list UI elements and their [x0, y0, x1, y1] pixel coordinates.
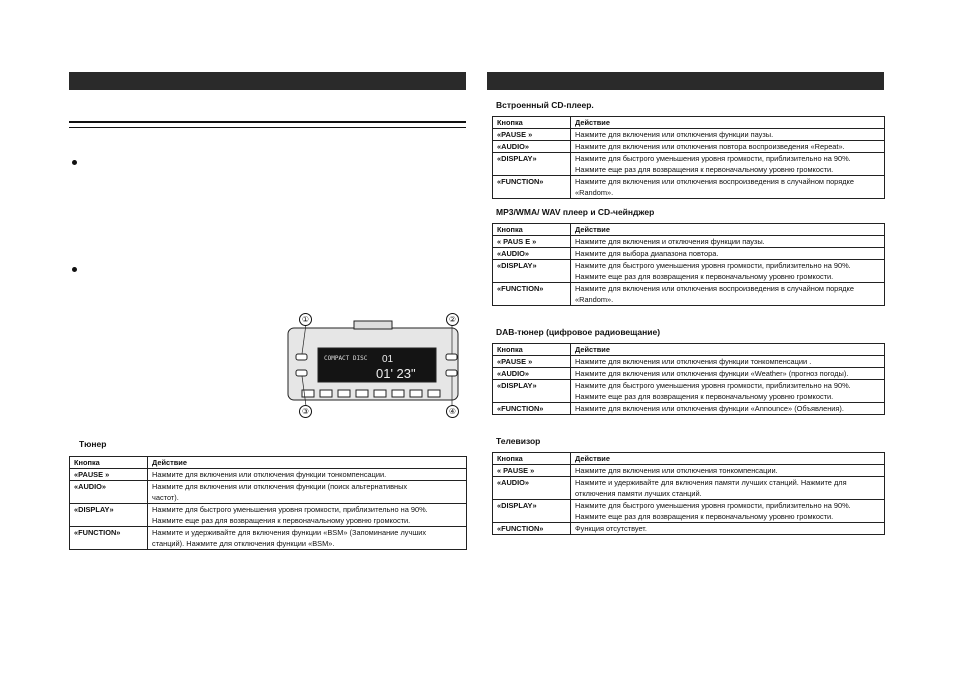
callout-1: ① — [299, 313, 312, 326]
button-name-cell: «AUDIO» — [493, 248, 571, 260]
action-line: Нажмите для быстрого уменьшения уровня громкости, приблизительно на 90%. — [575, 154, 851, 163]
table-row — [493, 141, 885, 153]
table-row — [70, 504, 467, 527]
action-line: Нажмите для включения или отключения тонкомпенсации. — [575, 466, 778, 475]
mp3-title: MP3/WMA/ WAV плеер и CD-чейнджер — [496, 207, 655, 217]
action-line: частот). — [152, 493, 179, 502]
action-line: Нажмите для быстрого уменьшения уровня громкости, приблизительно на 90%. — [575, 261, 851, 270]
action-line: Нажмите для включения или отключения функции (поиск альтернативных — [152, 482, 408, 491]
table-row — [493, 477, 885, 500]
button-name-cell: «DISPLAY» — [493, 500, 571, 523]
action-cell — [571, 356, 885, 368]
header-action: Действие — [571, 344, 885, 356]
dab-table — [492, 343, 885, 415]
section-rule — [69, 121, 466, 123]
action-line: Нажмите еще раз для возвращения к первоначальному уровню громкости. — [575, 165, 834, 174]
button-name-cell: «FUNCTION» — [493, 403, 571, 415]
action-line: «Random». — [575, 188, 614, 197]
callout-4: ④ — [446, 405, 459, 418]
button-name-cell: «DISPLAY» — [493, 260, 571, 283]
button-name-cell: « PAUSE » — [493, 465, 571, 477]
action-line: Нажмите и удерживайте для включения памяти лучших станций. Нажмите для — [575, 478, 847, 487]
callout-3: ③ — [299, 405, 312, 418]
table-header-row — [70, 457, 467, 469]
action-cell — [571, 283, 885, 306]
action-line: Нажмите для быстрого уменьшения уровня громкости, приблизительно на 90%. — [575, 501, 851, 510]
button-name-cell: « PAUS E » — [493, 236, 571, 248]
action-line: Нажмите для включения или отключения функции паузы. — [575, 130, 774, 139]
table-row — [493, 236, 885, 248]
button-name-cell: «DISPLAY» — [493, 153, 571, 176]
action-cell — [571, 141, 885, 153]
table-header-row — [493, 117, 885, 129]
display-disc-label: COMPACT DISC — [324, 355, 368, 362]
callout-2: ② — [446, 313, 459, 326]
action-line: «Random». — [575, 295, 614, 304]
table-row — [493, 260, 885, 283]
table-header-row — [493, 224, 885, 236]
header-key: Кнопка — [493, 453, 571, 465]
tuner-table — [69, 456, 467, 550]
action-cell — [571, 477, 885, 500]
action-line: Нажмите для быстрого уменьшения уровня громкости, приблизительно на 90%. — [575, 381, 851, 390]
cd-table — [492, 116, 885, 199]
table-row — [493, 403, 885, 415]
header-action: Действие — [571, 224, 885, 236]
display-track: 01 — [382, 354, 394, 365]
left-header-bar — [69, 72, 466, 90]
tuner-title: Тюнер — [79, 439, 107, 449]
header-action: Действие — [148, 457, 467, 469]
button-name-cell: «FUNCTION» — [493, 176, 571, 199]
button-name-cell: «FUNCTION» — [493, 523, 571, 535]
header-key: Кнопка — [70, 457, 148, 469]
button-name-cell: «DISPLAY» — [70, 504, 148, 527]
header-key: Кнопка — [493, 224, 571, 236]
action-line: Нажмите для выбора диапазона повтора. — [575, 249, 719, 258]
action-cell — [571, 176, 885, 199]
right-header-bar — [487, 72, 884, 90]
tv-table — [492, 452, 885, 535]
table-row — [493, 523, 885, 535]
button-name-cell: «FUNCTION» — [493, 283, 571, 306]
mp3-table — [492, 223, 885, 306]
action-line: Нажмите еще раз для возвращения к первоначальному уровню громкости. — [575, 512, 834, 521]
action-line: Функция отсутствует. — [575, 524, 647, 533]
tv-title: Телевизор — [496, 436, 541, 446]
header-key: Кнопка — [493, 344, 571, 356]
table-row — [493, 176, 885, 199]
action-cell — [571, 403, 885, 415]
head-unit-illustration — [276, 310, 466, 420]
action-cell — [571, 248, 885, 260]
action-cell — [148, 469, 467, 481]
head-unit-drawing — [276, 310, 466, 420]
action-line: Нажмите еще раз для возвращения к первоначальному уровню громкости. — [575, 392, 834, 401]
table-row — [70, 481, 467, 504]
button-name-cell: «AUDIO» — [493, 477, 571, 500]
table-row — [493, 356, 885, 368]
action-line: Нажмите для включения или отключения воспроизведения в случайном порядке — [575, 284, 854, 293]
action-cell — [571, 260, 885, 283]
action-line: Нажмите для быстрого уменьшения уровня громкости, приблизительно на 90%. — [152, 505, 428, 514]
action-line: Нажмите еще раз для возвращения к первоначальному уровню громкости. — [152, 516, 411, 525]
action-cell — [571, 465, 885, 477]
action-cell — [148, 481, 467, 504]
action-line: станций). Нажмите для отключения функции «BSM». — [152, 539, 335, 548]
button-name-cell: «PAUSE » — [70, 469, 148, 481]
action-cell — [571, 380, 885, 403]
button-name-cell: «AUDIO» — [493, 368, 571, 380]
action-line: Нажмите для включения или отключения воспроизведения в случайном порядке — [575, 177, 854, 186]
action-line: Нажмите и удерживайте для включения функции «BSM» (Запоминание лучших — [152, 528, 427, 537]
action-cell — [148, 527, 467, 550]
table-row — [493, 465, 885, 477]
action-line: Нажмите для включения или отключения функции тонкомпенсации . — [575, 357, 812, 366]
button-name-cell: «FUNCTION» — [70, 527, 148, 550]
table-row — [493, 129, 885, 141]
button-name-cell: «PAUSE » — [493, 356, 571, 368]
table-row — [493, 380, 885, 403]
action-line: Нажмите для включения и отключения функции паузы. — [575, 237, 765, 246]
bullet — [72, 160, 77, 165]
action-line: Нажмите для включения или отключения функции тонкомпенсации. — [152, 470, 387, 479]
button-name-cell: «DISPLAY» — [493, 380, 571, 403]
table-row — [493, 283, 885, 306]
display-time: 01' 23" — [376, 366, 416, 381]
action-cell — [571, 153, 885, 176]
table-header-row — [493, 344, 885, 356]
header-action: Действие — [571, 117, 885, 129]
button-name-cell: «AUDIO» — [70, 481, 148, 504]
table-row — [493, 368, 885, 380]
cd-title: Встроенный CD-плеер. — [496, 100, 594, 110]
action-line: Нажмите для включения или отключения функции «Weather» (прогноз погоды). — [575, 369, 849, 378]
action-cell — [571, 523, 885, 535]
action-line: Нажмите еще раз для возвращения к первоначальному уровню громкости. — [575, 272, 834, 281]
section-rule-thin — [69, 127, 466, 128]
bullet — [72, 267, 77, 272]
action-cell — [571, 500, 885, 523]
table-row — [493, 500, 885, 523]
dab-title: DAB-тюнер (цифровое радиовещание) — [496, 327, 661, 337]
action-line: Нажмите для включения или отключения повтора воспроизведения «Repeat». — [575, 142, 845, 151]
action-line: отключения памяти лучших станций. — [575, 489, 702, 498]
table-row — [493, 248, 885, 260]
button-name-cell: «PAUSE » — [493, 129, 571, 141]
action-cell — [571, 368, 885, 380]
table-row — [70, 469, 467, 481]
table-header-row — [493, 453, 885, 465]
header-key: Кнопка — [493, 117, 571, 129]
table-row — [493, 153, 885, 176]
action-cell — [571, 129, 885, 141]
action-line: Нажмите для включения или отключения функции «Announce» (Объявления). — [575, 404, 844, 413]
table-row — [70, 527, 467, 550]
action-cell — [148, 504, 467, 527]
button-name-cell: «AUDIO» — [493, 141, 571, 153]
action-cell — [571, 236, 885, 248]
header-action: Действие — [571, 453, 885, 465]
